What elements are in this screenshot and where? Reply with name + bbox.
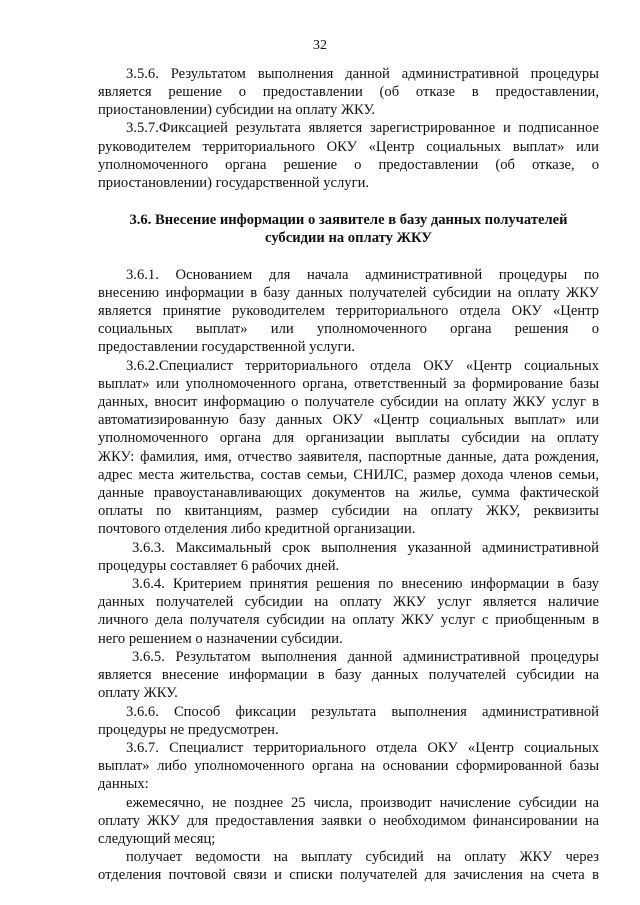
- text-line: ЖКУ: фамилия, имя, отчество заявителя, паспортные данные, дата рождения,: [98, 449, 599, 465]
- text-line: уполномоченного органа для организации выплаты субсидии на оплату: [98, 430, 599, 446]
- text-line: данных получателей субсидии на оплату ЖКУ услуг является наличие: [98, 594, 599, 610]
- text-line: адрес места жительства, состав семьи, СНИЛС, размер дохода членов семьи,: [98, 467, 599, 483]
- text-line: данных, вносит информацию о получателе субсидии на оплату ЖКУ услуг в: [98, 394, 599, 410]
- text-line: автоматизированную базу данных ОКУ «Центр социальных выплат» или: [98, 412, 599, 428]
- text-line: 3.6.4. Критерием принятия решения по внесению информации в базу: [132, 576, 599, 592]
- text-line: руководителем территориального ОКУ «Центр социальных выплат» или: [98, 139, 599, 155]
- text-line: 3.6.2.Специалист территориального отдела ОКУ «Центр социальных: [126, 358, 599, 374]
- text-line: 3.6.3. Максимальный срок выполнения указанной административной: [132, 540, 599, 556]
- text-line: 3.6.7. Специалист территориального отдела ОКУ «Центр социальных: [126, 740, 599, 756]
- text-line: 3.5.7.Фиксацией результата является зарегистрированное и подписанное: [126, 120, 599, 136]
- text-line: выплат» или уполномоченного органа, ответственный за формирование базы: [98, 376, 599, 392]
- page-number: 32: [313, 38, 327, 53]
- text-line: процедуры не предусмотрен.: [98, 722, 279, 738]
- text-line: является внесение информации в базу данных получателей субсидии на: [98, 667, 599, 683]
- section-heading: 3.6. Внесение информации о заявителе в базу данных получателей: [129, 212, 568, 228]
- text-line: него решением о назначении субсидии.: [98, 631, 343, 647]
- text-line: приостановлении) государственной услуги.: [98, 175, 370, 191]
- text-line: выплат» либо уполномоченного органа на основании сформированной базы: [98, 758, 599, 774]
- text-line: 3.5.6. Результатом выполнения данной административной процедуры: [126, 66, 599, 82]
- text-line: следующий месяц;: [98, 831, 216, 847]
- text-line: 3.6.1. Основанием для начала административной процедуры по: [126, 267, 599, 283]
- text-line: является принятие руководителем территориального отдела ОКУ «Центр: [98, 303, 599, 319]
- text-line: личного дела получателя субсидии на оплату ЖКУ услуг с приобщенным в: [98, 612, 599, 628]
- text-line: данных:: [98, 776, 149, 792]
- text-line: социальных выплат» или уполномоченного органа решения о: [98, 321, 599, 337]
- text-line: ежемесячно, не позднее 25 числа, производит начисление субсидии на: [126, 795, 599, 811]
- text-line: отделения почтовой связи и списки получателей для зачисления на счета в: [98, 867, 599, 883]
- text-line: 3.6.6. Способ фиксации результата выполнения административной: [126, 704, 599, 720]
- text-line: данные правоустанавливающих документов на жилье, сумма фактической: [98, 485, 599, 501]
- text-line: приостановлении) субсидии на оплату ЖКУ.: [98, 102, 376, 118]
- text-line: является решение о предоставлении (об отказе в предоставлении,: [98, 84, 599, 100]
- text-line: процедуры составляет 6 рабочих дней.: [98, 558, 340, 574]
- text-line: 3.6.5. Результатом выполнения данной административной процедуры: [132, 649, 599, 665]
- text-line: оплату ЖКУ.: [98, 685, 178, 701]
- text-line: уполномоченного органа решение о предоставлении (об отказе, о: [98, 157, 599, 173]
- text-line: оплаты по квитанциям, размер субсидии на оплату ЖКУ, реквизиты: [98, 503, 599, 519]
- text-line: оплату ЖКУ для предоставления заявки о необходимом финансировании на: [98, 813, 599, 829]
- text-line: предоставлении государственной услуги.: [98, 339, 355, 355]
- text-line: получает ведомости на выплату субсидий на оплату ЖКУ через: [126, 849, 599, 865]
- section-heading: субсидии на оплату ЖКУ: [265, 230, 432, 246]
- text-line: почтового отделения либо кредитной организации.: [98, 521, 416, 537]
- text-line: внесению информации в базу данных получателей субсидии на оплату ЖКУ: [98, 285, 599, 301]
